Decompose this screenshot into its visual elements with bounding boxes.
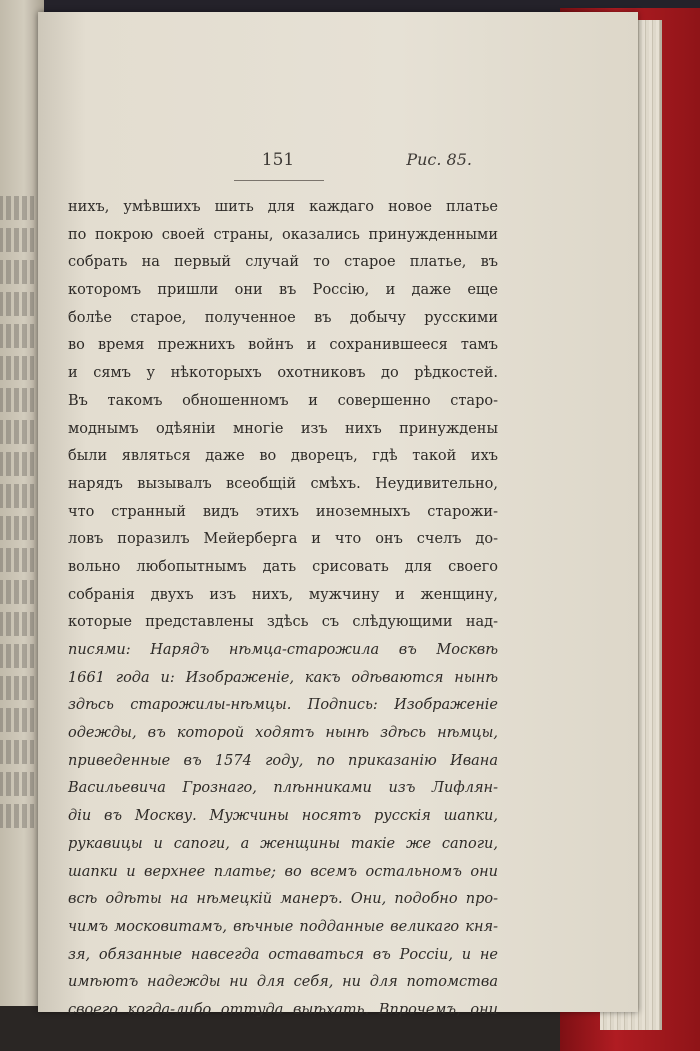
- text-line: шапки и верхнее платье; во всемъ остальномъ они: [68, 863, 498, 880]
- text-line: нихъ, умѣвшихъ шить для каждаго новое платье: [68, 199, 498, 215]
- text-line: одежды, въ которой ходятъ нынѣ здѣсь нѣмцы,: [68, 725, 498, 742]
- text-line: Въ такомъ обношенномъ и совершенно старо-: [68, 392, 498, 409]
- text-line: которомъ пришли они въ Россію, и даже еще: [68, 282, 498, 299]
- text-line: по покрою своей страны, оказались принужденными: [68, 226, 498, 243]
- facing-page-text-fragments: [0, 196, 34, 836]
- text-line: которые представлены здѣсь съ слѣдующими над-: [68, 614, 498, 631]
- text-line: діи въ Москву. Мужчины носятъ русскія шапки,: [68, 808, 498, 825]
- text-line: своего когда-либо оттуда выѣхать. Впрочемъ, они: [68, 1001, 498, 1018]
- text-line: зя, обязанные навсегда оставаться въ Россіи, и не: [68, 946, 498, 963]
- text-line: Васильевича Грознаго, плѣнниками изъ Лифлян-: [68, 780, 498, 797]
- text-line: собранія двухъ изъ нихъ, мужчину и женщину,: [68, 586, 498, 603]
- text-line: имѣютъ надежды ни для себя, ни для потомства: [68, 974, 498, 991]
- text-line: 1661 года и: Изображеніе, какъ одѣваются нынѣ: [68, 669, 498, 686]
- text-line: всѣ одѣты на нѣмецкій манеръ. Они, подобно про-: [68, 891, 498, 908]
- text-line: ловъ поразилъ Мейерберга и что онъ счелъ до-: [68, 531, 498, 548]
- text-line: здѣсь старожилы-нѣмцы. Подпись: Изображеніе: [68, 697, 498, 714]
- text-line: нарядъ вызывалъ всеобщій смѣхъ. Неудивительно,: [68, 475, 498, 492]
- text-line: рукавицы и сапоги, а женщины такіе же сапоги,: [68, 835, 498, 852]
- page-header: [38, 150, 638, 180]
- text-line: что странный видъ этихъ иноземныхъ старожи-: [68, 503, 498, 520]
- text-line: и сямъ у нѣкоторыхъ охотниковъ до рѣдкостей.: [68, 365, 498, 382]
- text-line: во время прежнихъ войнъ и сохранившееся тамъ: [68, 337, 498, 354]
- text-line: чимъ московитамъ, вѣчные подданные великаго кня-: [68, 918, 498, 935]
- text-line: были являться даже во дворецъ, гдѣ такой ихъ: [68, 448, 498, 465]
- text-line: приведенные въ 1574 году, по приказанію Ивана: [68, 752, 498, 769]
- figure-label: Рис. 85.: [406, 150, 472, 169]
- text-line: писями: Нарядъ нѣмца-старожила въ Москвѣ: [68, 642, 498, 658]
- text-line: собрать на первый случай то старое платье, въ: [68, 254, 498, 271]
- body-text: [68, 194, 498, 1025]
- text-line: вольно любопытнымъ дать срисовать для своего: [68, 558, 498, 575]
- book-page: [38, 12, 638, 1018]
- text-line: болѣе старое, полученное въ добычу русскими: [68, 309, 498, 326]
- page-number-rule: [234, 180, 324, 181]
- page-number: 151: [261, 150, 295, 170]
- text-line: моднымъ одѣяніи многіе изъ нихъ принуждены: [68, 420, 498, 437]
